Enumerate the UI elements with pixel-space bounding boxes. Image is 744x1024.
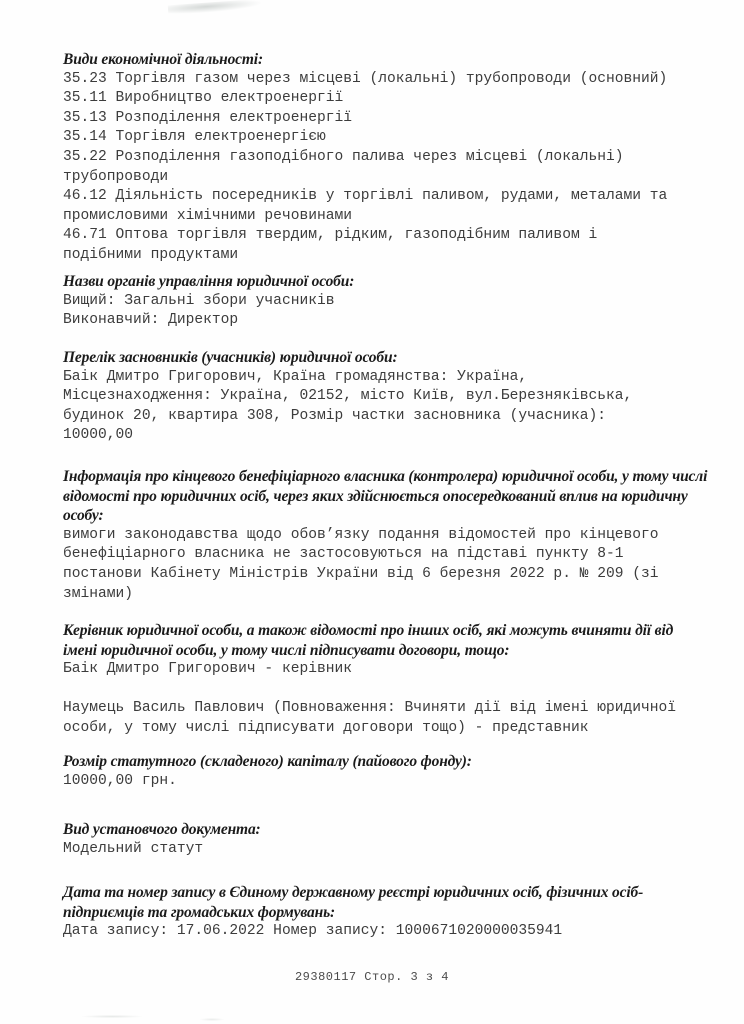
section-body-line <box>63 680 703 700</box>
section-statutory-capital <box>63 752 703 791</box>
section-body-line: Виконавчий: Директор <box>63 312 239 329</box>
section-body-line: Наумець Василь Павлович (Повноваження: Вчиняти дії від імені юридичної <box>63 700 677 717</box>
scan-speck-artifact <box>82 1015 142 1018</box>
section-body-line: 46.71 Оптова торгівля твердим, рідким, газоподібним паливом і <box>63 227 598 244</box>
section-body-line: 35.22 Розподілення газоподібного палива через місцеві (локальні) <box>63 148 624 165</box>
section-body-line: 35.14 Торгівля електроенергією <box>63 129 326 146</box>
section-economic-activities <box>63 50 703 266</box>
page-footer: 29380117 Стор. 3 з 4 <box>294 970 450 984</box>
section-heading-line: Дата та номер запису в Єдиному державному реєстрі юридичних осіб, фізичних осіб- <box>63 884 644 901</box>
section-heading-line: Види економічної діяльності: <box>63 51 263 68</box>
section-body-line: будинок 20, квартира 308, Розмір частки засновника (учасника): <box>63 407 606 424</box>
section-body-line: Вищий: Загальні збори учасників <box>63 292 335 309</box>
section-body-line: 46.12 Діяльність посередників у торгівлі паливом, рудами, металами та <box>63 188 668 205</box>
section-body-line: бенефіціарного власника не застосовуються на підставі пункту 8-1 <box>63 546 624 563</box>
section-body-line: трубопроводи <box>63 168 169 185</box>
section-body-line: 35.23 Торгівля газом через місцеві (локальні) трубопроводи (основний) <box>63 70 668 87</box>
section-heading-line: особу: <box>63 507 104 525</box>
section-heading-line: Розмір статутного (складеного) капіталу (пайового фонду): <box>63 753 472 770</box>
section-body-line: Баік Дмитро Григорович, Країна громадянства: Україна, <box>63 368 528 385</box>
section-body-line: постанови Кабінету Міністрів України від 6 березня 2022 р. № 209 (зі <box>63 565 659 582</box>
section-heading-line: підприємців та громадських формувань: <box>63 903 336 921</box>
section-body-line: змінами) <box>63 585 134 602</box>
section-heading-line: відомості про юридичних осіб, через яких здійснюється опосередкований вплив на юридичну <box>63 487 688 505</box>
section-body-line: 35.13 Розподілення електроенергії <box>63 109 353 126</box>
section-founding-document <box>63 820 703 859</box>
section-body-line: Модельний статут <box>63 840 204 857</box>
section-heading-line: Керівник юридичної особи, а також відомості про інших осіб, які можуть вчиняти дії від <box>63 622 674 639</box>
section-body-line: особи, у тому числі підписувати договори тощо) - представник <box>63 719 589 736</box>
section-body-line: Місцезнаходження: Україна, 02152, місто Київ, вул.Березняківська, <box>63 388 633 405</box>
scan-smudge-artifact <box>168 0 263 15</box>
section-body-line: Дата запису: 17.06.2022 Номер запису: 1000671020000035941 <box>63 923 563 940</box>
section-founders-list <box>63 348 703 446</box>
section-body-line: 10000,00 грн. <box>63 772 177 789</box>
section-beneficial-owner-info <box>63 467 708 604</box>
section-body-line: 10000,00 <box>63 427 134 444</box>
section-head-and-signatories <box>63 621 703 739</box>
section-body-line: промисловими хімічними речовинами <box>63 207 353 224</box>
section-body-line: Баік Дмитро Григорович - керівник <box>63 661 353 678</box>
section-heading-line: імені юридичної особи, у тому числі підписувати договори, тощо: <box>63 641 510 659</box>
section-body-line: 35.11 Виробництво електроенергії <box>63 90 344 107</box>
scan-speck-artifact <box>200 1018 224 1021</box>
section-registry-record <box>63 883 703 942</box>
section-body-line: подібними продуктами <box>63 246 239 263</box>
section-heading-line: Вид установчого документа: <box>63 821 261 838</box>
section-heading-line: Назви органів управління юридичної особи: <box>63 273 355 290</box>
section-governing-bodies <box>63 272 703 331</box>
section-heading-line: Перелік засновників (учасників) юридичної особи: <box>63 349 398 366</box>
section-heading-line: Інформація про кінцевого бенефіціарного власника (контролера) юридичної особи, у тому числі <box>63 468 708 485</box>
section-body-line: вимоги законодавства щодо обов’язку подання відомостей про кінцевого <box>63 526 659 543</box>
